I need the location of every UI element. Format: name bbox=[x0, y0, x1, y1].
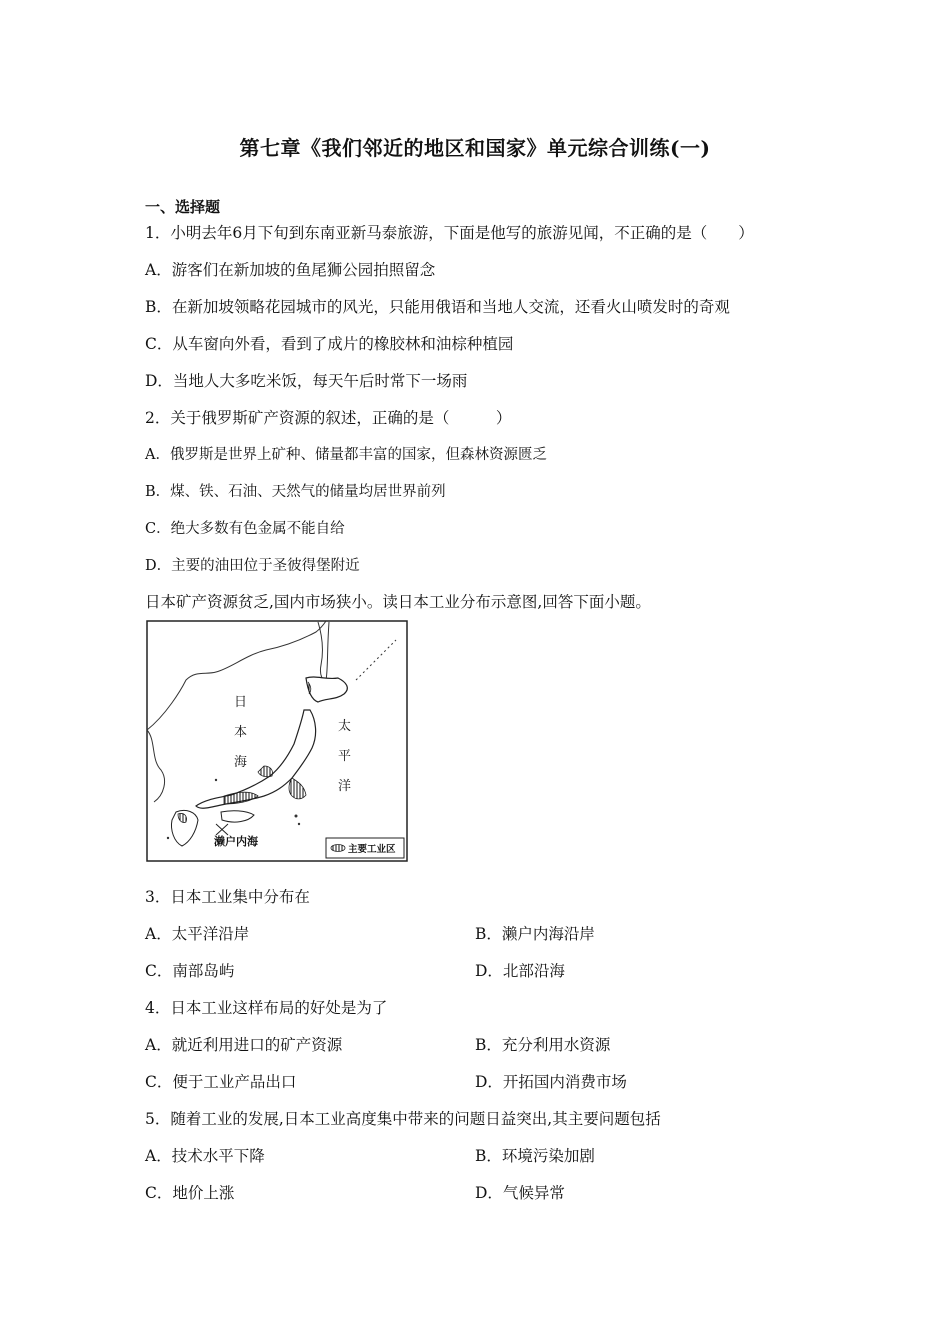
q5-option-b: B．环境污染加剧 bbox=[475, 1147, 595, 1165]
q3-option-b: B．濑户内海沿岸 bbox=[475, 925, 595, 943]
q1-stem: 1．小明去年6月下旬到东南亚新马泰旅游，下面是他写的旅游见闻，不正确的是（ ） bbox=[145, 224, 754, 242]
label-sea-of-japan-3: 海 bbox=[234, 755, 248, 770]
q2-option-b: B．煤、铁、石油、天然气的储量均居世界前列 bbox=[145, 484, 446, 500]
label-pacific-3: 洋 bbox=[338, 779, 352, 794]
q4-stem: 4．日本工业这样布局的好处是为了 bbox=[145, 999, 388, 1017]
q4-option-b: B．充分利用水资源 bbox=[475, 1036, 611, 1054]
label-pacific-2: 平 bbox=[338, 749, 352, 764]
passage-intro: 日本矿产资源贫乏,国内市场狭小。读日本工业分布示意图,回答下面小题。 bbox=[145, 593, 651, 611]
q5-option-a: A．技术水平下降 bbox=[145, 1147, 265, 1165]
document-title: 第七章《我们邻近的地区和国家》单元综合训练(一) bbox=[239, 136, 711, 160]
q2-option-a: A．俄罗斯是世界上矿种、储量都丰富的国家，但森林资源匮乏 bbox=[145, 447, 547, 463]
q3-option-d: D．北部沿海 bbox=[475, 962, 565, 980]
label-pacific-1: 太 bbox=[338, 719, 352, 734]
label-seto-inland-sea: 濑户内海 bbox=[214, 835, 258, 848]
q4-option-a: A．就近利用进口的矿产资源 bbox=[145, 1036, 343, 1054]
q1-option-b: B．在新加坡领略花园城市的风光，只能用俄语和当地人交流，还看火山喷发时的奇观 bbox=[145, 298, 730, 316]
q2-option-c: C．绝大多数有色金属不能自给 bbox=[145, 521, 345, 537]
japan-industry-map bbox=[146, 620, 408, 862]
q5-option-c: C．地价上涨 bbox=[145, 1184, 235, 1202]
q5-stem: 5．随着工业的发展,日本工业高度集中带来的问题日益突出,其主要问题包括 bbox=[145, 1110, 661, 1128]
q2-option-d: D．主要的油田位于圣彼得堡附近 bbox=[145, 558, 360, 574]
q1-option-c: C．从车窗向外看，看到了成片的橡胶林和油棕种植园 bbox=[145, 335, 514, 353]
q5-option-d: D．气候异常 bbox=[475, 1184, 565, 1202]
q4-option-d: D．开拓国内消费市场 bbox=[475, 1073, 627, 1091]
q1-option-a: A．游客们在新加坡的鱼尾狮公园拍照留念 bbox=[145, 261, 436, 279]
q4-option-c: C．便于工业产品出口 bbox=[145, 1073, 297, 1091]
label-sea-of-japan-1: 日 bbox=[234, 695, 248, 710]
q3-option-a: A．太平洋沿岸 bbox=[145, 925, 250, 943]
q3-stem: 3．日本工业集中分布在 bbox=[145, 888, 310, 906]
q1-option-d: D．当地人大多吃米饭，每天午后时常下一场雨 bbox=[145, 372, 468, 390]
q3-option-c: C．南部岛屿 bbox=[145, 962, 235, 980]
q2-stem: 2．关于俄罗斯矿产资源的叙述，正确的是（ ） bbox=[145, 409, 512, 427]
label-sea-of-japan-2: 本 bbox=[234, 725, 248, 740]
section-heading: 一、选择题 bbox=[145, 198, 221, 216]
legend-label: 主要工业区 bbox=[348, 844, 396, 855]
legend-industrial-symbol bbox=[331, 845, 345, 852]
